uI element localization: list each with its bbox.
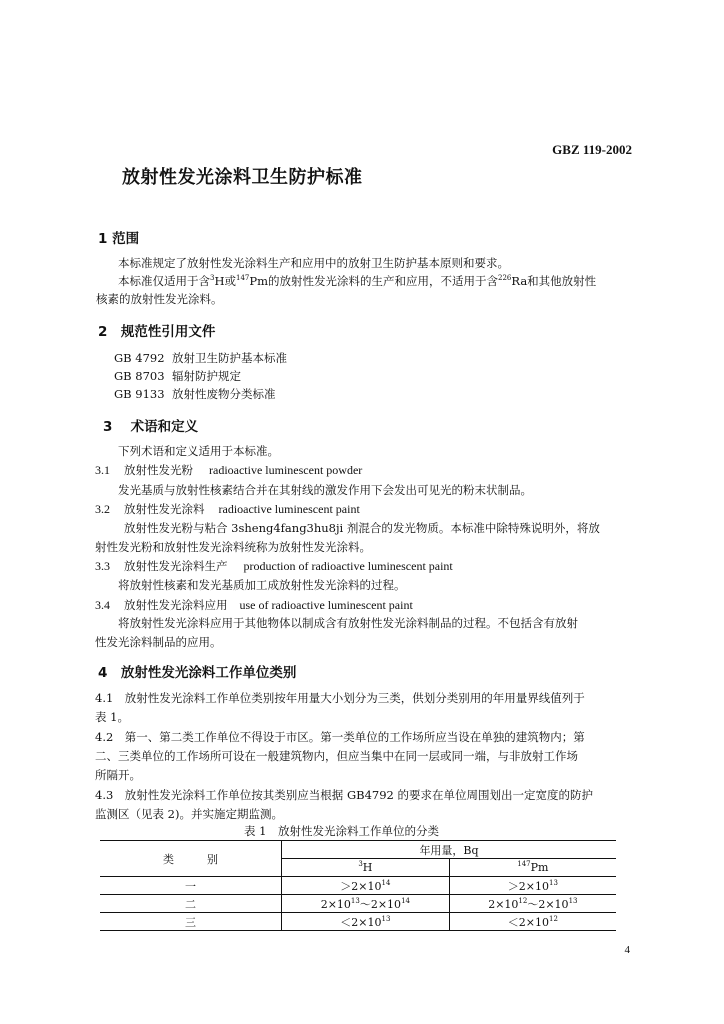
table-row [100,913,616,931]
cell-category: 一 [100,877,282,895]
section-4-heading: 4 放射性发光涂料工作单位类别 [98,665,297,681]
section-3-intro: 下列术语和定义适用于本标准。 [118,444,279,458]
term-3-4-definition-cont: 性发光涂料制品的应用。 [95,635,222,649]
cell-h3-value: $<2\times 10^{13}$ [282,913,450,931]
section-3-heading: 3 术语和定义 [103,419,199,435]
cell-pm147-value: $>2\times 10^{13}$ [507,878,558,893]
clause-4-3: 4.3 放射性发光涂料工作单位按其类别应当根据 GB4792 的要求在单位周围划出一定宽度的防护 [95,788,593,802]
category-table [100,840,616,931]
term-3-2-definition-cont: 射性发光粉和放射性发光涂料统称为放射性发光涂料。 [95,540,371,554]
term-3-3-definition: 将放射性核素和发光基质加工成放射性发光涂料的过程。 [118,578,406,592]
col-header-annual-use: 年用量，Bq [282,841,617,859]
document-title: 放射性发光涂料卫生防护标准 [122,167,363,188]
section-1-para-2: 本标准仅适用于含$^3$H或$^{147}$Pm的放射性发光涂料的生产和应用，不适用于含$^{226}$Ra和其他放射性 [118,274,597,288]
term-3-3: 3.3 放射性发光涂料生产 production of radioactive luminescent paint [95,559,453,573]
clause-4-2: 4.2 第一、第二类工作单位不得设于市区。第一类单位的工作场所应当设在单独的建筑物内；第 [95,730,585,744]
table-row [100,895,616,913]
reference-item: GB 4792 放射卫生防护基本标准 [114,351,287,365]
clause-4-1: 4.1 放射性发光涂料工作单位类别按年用量大小划分为三类，供划分类别用的年用量界线值列于 [95,691,585,705]
standard-number: GBZ 119-2002 [552,142,632,157]
term-3-4-definition: 将放射性发光涂料应用于其他物体以制成含有放射性发光涂料制品的过程。不包括含有放射 [118,616,578,630]
term-3-4: 3.4 放射性发光涂料应用 use of radioactive luminescent paint [95,598,413,612]
reference-item: GB 8703 辐射防护规定 [114,369,241,383]
cell-category: 二 [100,895,282,913]
table-caption: 表 1 放射性发光涂料工作单位的分类 [244,824,439,838]
clause-4-1-cont: 表 1。 [95,710,129,724]
clause-4-3-cont: 监测区（见表 2)。并实施定期监测。 [95,807,283,821]
section-1-heading: 1 范围 [98,231,140,247]
page-number: 4 [624,944,630,956]
cell-pm147-value: $<2\times 10^{12}$ [507,914,558,929]
col-header-pm147: $^{147}$Pm [517,860,549,874]
col-header-category: 类 别 [100,841,282,877]
term-3-2-definition: 放射性发光粉与粘合 3sheng4fang3hu8ji 剂混合的发光物质。本标准中除特殊说明外，将放 [124,521,600,535]
cell-pm147-value: $2\times 10^{12}\sim 2\times 10^{13}$ [488,896,578,911]
col-header-h3: $^3$H [282,859,450,877]
cell-h3-value: $2\times 10^{13}\sim 2\times 10^{14}$ [282,895,450,913]
reference-item: GB 9133 放射性废物分类标准 [114,387,276,401]
table-row [100,877,616,895]
cell-h3-value: $>2\times 10^{14}$ [282,877,450,895]
clause-4-2-cont: 二、三类单位的工作场所可设在一般建筑物内，但应当集中在同一层或同一端，与非放射工作场 [95,749,578,763]
term-3-2: 3.2 放射性发光涂料 radioactive luminescent paint [95,502,360,516]
section-2-heading: 2 规范性引用文件 [98,324,216,340]
term-3-1: 3.1 放射性发光粉 radioactive luminescent powder [95,463,363,477]
cell-category: 三 [100,913,282,931]
section-1-para-1: 本标准规定了放射性发光涂料生产和应用中的放射卫生防护基本原则和要求。 [118,256,509,270]
section-1-para-2-cont: 核素的放射性发光涂料。 [96,292,223,306]
clause-4-2-cont-2: 所隔开。 [95,768,141,782]
term-3-1-definition: 发光基质与放射性核素结合并在其射线的激发作用下会发出可见光的粉末状制品。 [118,483,532,497]
